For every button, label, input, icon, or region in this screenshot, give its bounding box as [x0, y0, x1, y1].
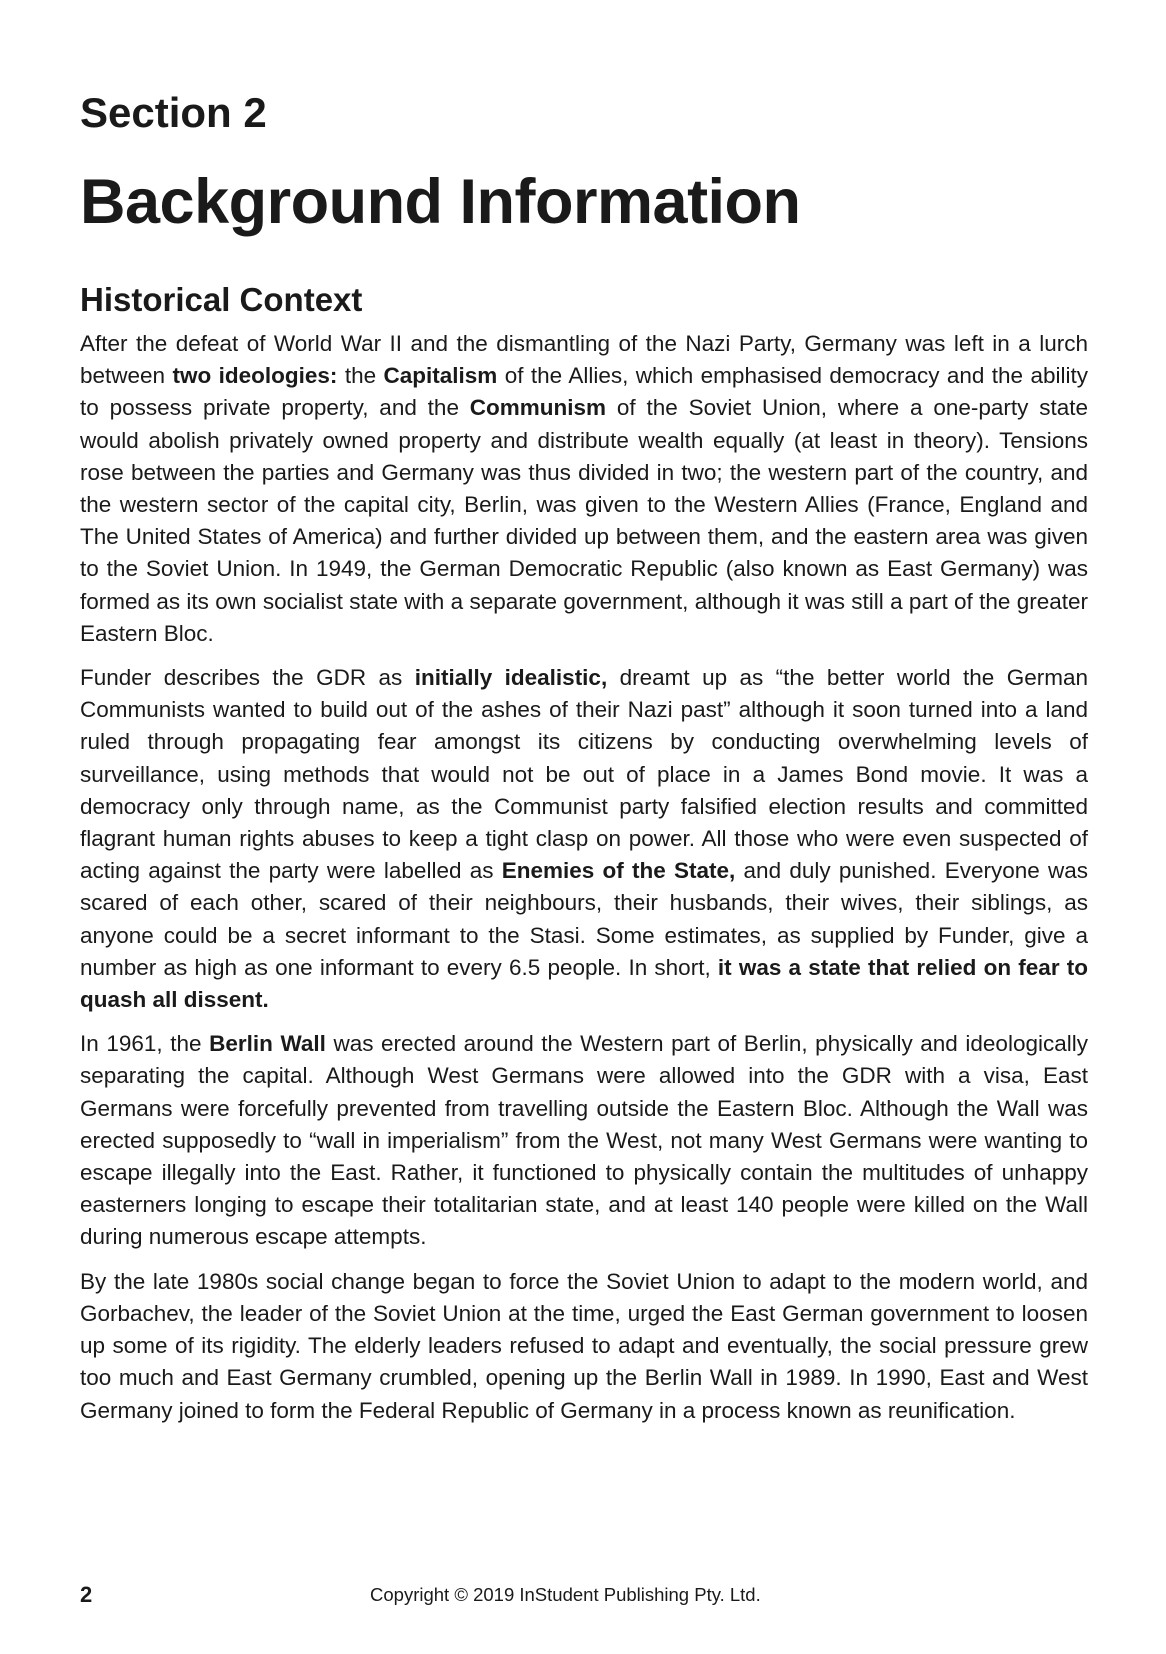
page-footer [80, 1582, 1088, 1612]
main-content [80, 278, 1088, 1439]
bold-run: initially idealistic, [414, 665, 608, 691]
bold-run: Capitalism [383, 363, 498, 389]
text-run: dreamt up as “the better world the German Communists wanted to build out of the ashes of their Nazi past” although it soon turned into a land ruled through propagating fear amongst its citizens by conducting overwhelming levels of surveillance, using methods that would not be out of place in a James Bond movie. It was a democracy only through name, as the Communist party falsified election results and committed flagrant human rights abuses to keep a tight clasp on power. All those who were even suspected of acting against the party were labelled as [80, 665, 1088, 884]
copyright-notice: Copyright © 2019 InStudent Publishing Pty. Ltd. [370, 1584, 761, 1605]
bold-run: Communism [469, 395, 607, 421]
text-run: of the Allies, which emphasised democracy and the ability to possess private property, and the [80, 363, 1089, 421]
text-run: Funder describes the GDR as [80, 665, 415, 691]
text-run: was erected around the Western part of Berlin, physically and ideologically separating the capital. Although West Germans were allowed into the GDR with a visa, East Germans were forcefully prevented from travelling outside the Eastern Bloc. Although the Wall was erected supposedly to “wall in imperialism” from the West, not many West Germans were wanting to escape illegally into the East. Rather, it functioned to physically contain the multitudes of unhappy easterners longing to escape their totalitarian state, and at least 140 people were killed on the Wall during numerous escape attempts. [80, 1031, 1088, 1250]
bold-run: Enemies of the State, [501, 858, 736, 884]
page-title: Background Information [80, 167, 801, 237]
paragraph-2 [80, 662, 1088, 1016]
text-run: and duly punished. Everyone was scared of each other, scared of their neighbours, their husbands, their wives, their siblings, as anyone could be a secret informant to the Stasi. Some estimates, as supplied by Funder, give a number as high as one informant to every 6.5 people. In short, [80, 858, 1089, 980]
bold-run: two ideologies: [172, 363, 338, 389]
text-run: By the late 1980s social change began to force the Soviet Union to adapt to the modern world, and Gorbachev, the leader of the Soviet Union at the time, urged the East German government to loosen up some of its rigidity. The elderly leaders refused to adapt and eventually, the social pressure grew too much and East Germany crumbled, opening up the Berlin Wall in 1989. In 1990, East and West Germany joined to form the Federal Republic of Germany in a process known as reunification. [80, 1268, 1088, 1423]
text-run: After the defeat of World War II and the dismantling of the Nazi Party, Germany was left in a lurch between [80, 331, 1088, 389]
document-page [80, 0, 1088, 1654]
paragraph-3 [80, 1028, 1088, 1253]
paragraph-4 [80, 1266, 1088, 1427]
subheading: Historical Context [80, 281, 363, 318]
bold-run: Berlin Wall [209, 1031, 326, 1057]
bold-run: it was a state that relied on fear to quash all dissent. [80, 954, 1088, 1013]
page-number: 2 [80, 1582, 93, 1607]
text-run: In 1961, the [80, 1031, 210, 1057]
section-label: Section 2 [80, 89, 267, 136]
paragraph-1 [80, 328, 1088, 650]
text-run: the [337, 363, 384, 389]
text-run: of the Soviet Union, where a one-party state would abolish privately owned property and distribute wealth equally (at least in theory). Tensions rose between the parties and Germany was thus divided in two; the western part of the country, and the western sector of the capital city, Berlin, was given to the Western Allies (France, England and The United States of America) and further divided up between them, and the eastern area was given to the Soviet Union. In 1949, the German Democratic Republic (also known as East Germany) was formed as its own socialist state with a separate government, although it was still a part of the greater Eastern Bloc. [80, 395, 1088, 646]
